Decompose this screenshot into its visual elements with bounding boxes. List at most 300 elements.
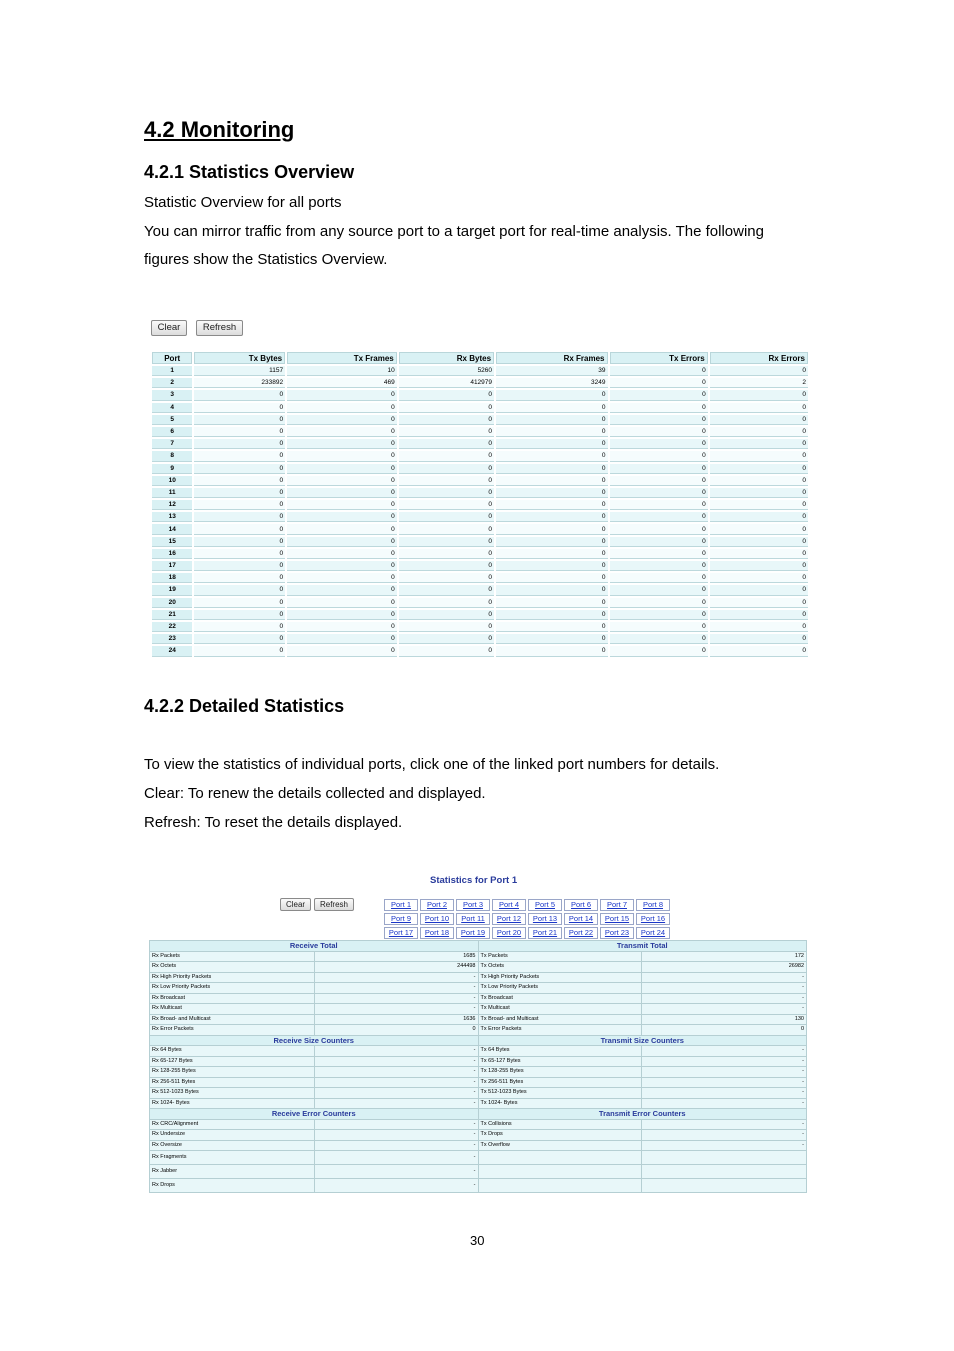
table-cell: 0 <box>194 549 285 559</box>
table-cell: 0 <box>610 415 708 425</box>
table-row <box>152 585 808 595</box>
table-cell: 0 <box>710 634 808 644</box>
table-cell: 0 <box>287 622 397 632</box>
table-cell: 0 <box>399 415 494 425</box>
stat-label: Tx Multicast <box>478 1004 642 1015</box>
table-cell: 0 <box>399 524 494 534</box>
table-row <box>152 366 808 376</box>
port-number: 20 <box>152 598 192 608</box>
table-cell: 0 <box>710 390 808 400</box>
table-row <box>152 464 808 474</box>
statistics-overview-table <box>150 350 810 659</box>
port-number: 10 <box>152 476 192 486</box>
table-cell: 0 <box>287 634 397 644</box>
port-number: 16 <box>152 549 192 559</box>
table-row <box>150 1046 807 1057</box>
table-cell: 0 <box>710 512 808 522</box>
port-number: 18 <box>152 573 192 583</box>
stat-label: Tx Collisions <box>478 1119 642 1130</box>
stat-label: Tx 65-127 Bytes <box>478 1056 642 1067</box>
stat-label: Rx Oversize <box>150 1140 315 1151</box>
table-cell: 0 <box>610 500 708 510</box>
stat-label <box>478 1179 642 1193</box>
port-link[interactable]: Port 16 <box>636 913 670 925</box>
section-header: Transmit Error Counters <box>478 1109 807 1120</box>
stat-value: - <box>314 1119 478 1130</box>
section-header: Receive Size Counters <box>150 1035 479 1046</box>
table-cell: 0 <box>496 500 607 510</box>
table-cell: 0 <box>287 524 397 534</box>
table-cell: 0 <box>610 512 708 522</box>
table-cell: 0 <box>496 403 607 413</box>
port-link[interactable]: Port 11 <box>456 913 490 925</box>
stat-value: - <box>642 983 807 994</box>
table-cell: 0 <box>194 451 285 461</box>
stat-value: - <box>642 1140 807 1151</box>
port-link[interactable]: Port 15 <box>600 913 634 925</box>
table-cell: 1157 <box>194 366 285 376</box>
table-cell: 0 <box>496 439 607 449</box>
stat-label: Rx 64 Bytes <box>150 1046 315 1057</box>
table-row <box>150 1140 807 1151</box>
port-link[interactable]: Port 6 <box>564 899 598 911</box>
table-cell: 0 <box>610 561 708 571</box>
table-cell: 0 <box>710 403 808 413</box>
stat-value: - <box>314 1151 478 1165</box>
paragraph: Clear: To renew the details collected and displayed. <box>144 785 486 802</box>
stat-value: - <box>314 1004 478 1015</box>
table-cell: 0 <box>610 598 708 608</box>
table-cell: 0 <box>610 610 708 620</box>
stat-label: Rx Low Priority Packets <box>150 983 315 994</box>
stat-value: - <box>642 1098 807 1109</box>
table-cell: 0 <box>610 403 708 413</box>
table-cell: 0 <box>610 439 708 449</box>
table-cell: 0 <box>496 573 607 583</box>
table-cell: 233892 <box>194 378 285 388</box>
port-number: 24 <box>152 646 192 656</box>
table-cell: 0 <box>496 427 607 437</box>
stat-value: - <box>642 1067 807 1078</box>
table-cell: 0 <box>194 464 285 474</box>
table-row <box>150 1056 807 1067</box>
stat-label: Rx Multicast <box>150 1004 315 1015</box>
table-row <box>152 488 808 498</box>
clear-button[interactable]: Clear <box>151 320 187 336</box>
table-cell: 0 <box>399 585 494 595</box>
table-row <box>150 1004 807 1015</box>
stat-label <box>478 1165 642 1179</box>
port-link[interactable]: Port 1 <box>384 899 418 911</box>
table-row <box>150 983 807 994</box>
table-row <box>150 1165 807 1179</box>
table-row <box>150 1014 807 1025</box>
table-cell: 0 <box>399 464 494 474</box>
table-cell: 0 <box>610 378 708 388</box>
table-cell: 0 <box>710 549 808 559</box>
port-number: 5 <box>152 415 192 425</box>
stat-value: 0 <box>314 1025 478 1036</box>
section-heading: 4.2 Monitoring <box>144 117 295 142</box>
port-number: 7 <box>152 439 192 449</box>
table-cell: 0 <box>610 366 708 376</box>
table-cell: 0 <box>610 646 708 656</box>
table-row <box>152 439 808 449</box>
table-cell: 0 <box>399 610 494 620</box>
table-cell: 0 <box>399 622 494 632</box>
table-cell: 0 <box>399 573 494 583</box>
table-cell: 0 <box>287 488 397 498</box>
port-statistics-title: Statistics for Port 1 <box>430 875 518 886</box>
table-cell: 0 <box>496 598 607 608</box>
table-cell: 0 <box>287 476 397 486</box>
paragraph: You can mirror traffic from any source port to a target port for real-time analysis. The following <box>144 223 764 240</box>
table-cell: 0 <box>399 598 494 608</box>
table-cell: 0 <box>610 451 708 461</box>
table-cell: 0 <box>287 573 397 583</box>
port-number: 11 <box>152 488 192 498</box>
table-cell: 0 <box>610 427 708 437</box>
table-cell: 0 <box>496 646 607 656</box>
port-number: 8 <box>152 451 192 461</box>
stat-label: Rx 128-255 Bytes <box>150 1067 315 1078</box>
table-cell: 0 <box>496 610 607 620</box>
table-cell: 0 <box>496 585 607 595</box>
table-cell: 0 <box>287 512 397 522</box>
table-cell: 0 <box>710 439 808 449</box>
port-link[interactable]: Port 10 <box>420 913 454 925</box>
table-cell: 0 <box>496 634 607 644</box>
table-row <box>152 403 808 413</box>
stat-label: Tx Low Priority Packets <box>478 983 642 994</box>
section-header: Transmit Size Counters <box>478 1035 807 1046</box>
column-header: Rx Errors <box>710 352 808 364</box>
table-cell: 0 <box>399 634 494 644</box>
refresh-button[interactable]: Refresh <box>196 320 243 336</box>
table-cell: 0 <box>496 476 607 486</box>
stat-value: - <box>642 1046 807 1057</box>
port-link[interactable]: Port 18 <box>420 927 454 939</box>
detailed-statistics-table <box>149 940 807 1193</box>
table-cell: 0 <box>399 403 494 413</box>
table-cell: 0 <box>610 390 708 400</box>
table-cell: 0 <box>194 415 285 425</box>
table-cell: 0 <box>287 451 397 461</box>
port-links <box>382 897 672 941</box>
table-cell: 0 <box>287 537 397 547</box>
stat-label: Rx Drops <box>150 1179 315 1193</box>
section-header-row <box>150 941 807 952</box>
port-number: 4 <box>152 403 192 413</box>
table-cell: 0 <box>496 464 607 474</box>
stat-value: - <box>642 1077 807 1088</box>
table-cell: 3249 <box>496 378 607 388</box>
table-row <box>152 512 808 522</box>
table-cell: 0 <box>710 451 808 461</box>
table-row <box>150 1098 807 1109</box>
table-row <box>150 993 807 1004</box>
table-row <box>152 622 808 632</box>
stat-value: 130 <box>642 1014 807 1025</box>
table-cell: 0 <box>399 439 494 449</box>
stat-label: Rx Broadcast <box>150 993 315 1004</box>
table-row <box>150 1179 807 1193</box>
page-number: 30 <box>470 1233 485 1248</box>
table-cell: 0 <box>710 415 808 425</box>
table-cell: 0 <box>194 512 285 522</box>
table-row <box>152 537 808 547</box>
stat-label: Tx 64 Bytes <box>478 1046 642 1057</box>
table-cell: 0 <box>194 390 285 400</box>
stat-label: Tx Packets <box>478 951 642 962</box>
table-row <box>150 1025 807 1036</box>
table-cell: 0 <box>287 415 397 425</box>
stat-label: Tx 1024- Bytes <box>478 1098 642 1109</box>
port-link[interactable]: Port 17 <box>384 927 418 939</box>
statistics-overview-title: 4.2.1 Statistics Overview <box>144 162 355 182</box>
table-cell: 0 <box>399 512 494 522</box>
table-cell: 412979 <box>399 378 494 388</box>
port-link[interactable]: Port 9 <box>384 913 418 925</box>
stat-label: Tx 256-511 Bytes <box>478 1077 642 1088</box>
stat-value: - <box>314 1098 478 1109</box>
table-cell: 0 <box>496 415 607 425</box>
table-cell: 0 <box>496 622 607 632</box>
stat-value: - <box>314 1046 478 1057</box>
table-cell: 0 <box>399 549 494 559</box>
port-link[interactable]: Port 23 <box>600 927 634 939</box>
table-cell: 0 <box>610 585 708 595</box>
table-cell: 0 <box>496 488 607 498</box>
stat-label: Tx Octets <box>478 962 642 973</box>
table-cell: 0 <box>194 476 285 486</box>
table-cell: 0 <box>496 512 607 522</box>
detailed-statistics-title: 4.2.2 Detailed Statistics <box>144 696 345 716</box>
clear-button[interactable]: Clear <box>280 898 311 911</box>
table-cell: 0 <box>710 488 808 498</box>
port-link[interactable]: Port 19 <box>456 927 490 939</box>
table-cell: 0 <box>194 585 285 595</box>
table-cell: 0 <box>194 610 285 620</box>
table-cell: 0 <box>610 524 708 534</box>
stat-value: - <box>314 993 478 1004</box>
stat-value: - <box>314 972 478 983</box>
column-header: Rx Frames <box>496 352 607 364</box>
port-link[interactable]: Port 4 <box>492 899 526 911</box>
stat-label: Tx 128-255 Bytes <box>478 1067 642 1078</box>
table-cell: 0 <box>399 390 494 400</box>
table-cell: 0 <box>399 561 494 571</box>
table-row <box>152 573 808 583</box>
port-link[interactable]: Port 8 <box>636 899 670 911</box>
port-link[interactable]: Port 13 <box>528 913 562 925</box>
table-cell: 0 <box>287 427 397 437</box>
table-cell: 0 <box>610 476 708 486</box>
stat-label: Rx Fragments <box>150 1151 315 1165</box>
section-header-row <box>150 1109 807 1120</box>
section-header: Receive Total <box>150 941 479 952</box>
table-cell: 0 <box>287 646 397 656</box>
column-header: Port <box>152 352 192 364</box>
port-number: 1 <box>152 366 192 376</box>
table-cell: 0 <box>194 573 285 583</box>
table-row <box>152 500 808 510</box>
table-cell: 0 <box>287 403 397 413</box>
table-cell: 0 <box>496 561 607 571</box>
port-link[interactable]: Port 14 <box>564 913 598 925</box>
table-cell: 0 <box>287 549 397 559</box>
column-header: Tx Bytes <box>194 352 285 364</box>
table-cell: 0 <box>710 598 808 608</box>
table-cell: 0 <box>610 537 708 547</box>
port-number: 13 <box>152 512 192 522</box>
table-cell: 0 <box>610 464 708 474</box>
stat-value: 26982 <box>642 962 807 973</box>
port-number: 14 <box>152 524 192 534</box>
table-row <box>152 476 808 486</box>
stat-label: Tx Broadcast <box>478 993 642 1004</box>
table-cell: 0 <box>710 585 808 595</box>
port-number: 15 <box>152 537 192 547</box>
stat-label: Rx 512-1023 Bytes <box>150 1088 315 1099</box>
paragraph: Refresh: To reset the details displayed. <box>144 814 403 831</box>
stat-label: Tx Error Packets <box>478 1025 642 1036</box>
stat-value: - <box>642 1119 807 1130</box>
stat-value: - <box>642 972 807 983</box>
paragraph: To view the statistics of individual ports, click one of the linked port numbers for details. <box>144 756 720 773</box>
table-row <box>152 378 808 388</box>
table-cell: 0 <box>287 585 397 595</box>
table-row <box>150 1151 807 1165</box>
stat-label: Tx Drops <box>478 1130 642 1141</box>
table-row <box>150 1130 807 1141</box>
table-cell: 0 <box>194 500 285 510</box>
table-cell: 0 <box>399 500 494 510</box>
stat-value: - <box>642 1004 807 1015</box>
table-cell: 0 <box>710 427 808 437</box>
port-number: 19 <box>152 585 192 595</box>
column-header: Tx Frames <box>287 352 397 364</box>
table-cell: 0 <box>194 537 285 547</box>
table-cell: 0 <box>710 476 808 486</box>
stat-label: Rx High Priority Packets <box>150 972 315 983</box>
port-link[interactable]: Port 20 <box>492 927 526 939</box>
stat-label: Rx Octets <box>150 962 315 973</box>
table-cell: 0 <box>287 561 397 571</box>
table-row <box>152 549 808 559</box>
stat-value: - <box>314 1130 478 1141</box>
stat-value: - <box>314 1140 478 1151</box>
stat-value: - <box>314 1179 478 1193</box>
port-link[interactable]: Port 21 <box>528 927 562 939</box>
table-cell: 0 <box>194 622 285 632</box>
table-cell: 0 <box>194 488 285 498</box>
table-cell: 2 <box>710 378 808 388</box>
table-cell: 0 <box>610 634 708 644</box>
table-cell: 0 <box>710 500 808 510</box>
table-cell: 0 <box>610 573 708 583</box>
table-cell: 0 <box>710 537 808 547</box>
table-cell: 0 <box>399 427 494 437</box>
stat-value: 1685 <box>314 951 478 962</box>
port-number: 22 <box>152 622 192 632</box>
table-cell: 0 <box>194 403 285 413</box>
table-cell: 0 <box>287 390 397 400</box>
table-cell: 0 <box>194 598 285 608</box>
table-cell: 0 <box>194 427 285 437</box>
table-row <box>150 962 807 973</box>
stat-value: - <box>314 1088 478 1099</box>
refresh-button[interactable]: Refresh <box>314 898 354 911</box>
table-cell: 0 <box>399 537 494 547</box>
table-cell: 0 <box>287 500 397 510</box>
stat-value: - <box>314 983 478 994</box>
table-row <box>152 451 808 461</box>
table-row <box>152 634 808 644</box>
stat-label: Rx Undersize <box>150 1130 315 1141</box>
port-link[interactable]: Port 2 <box>420 899 454 911</box>
table-cell: 5260 <box>399 366 494 376</box>
table-cell: 0 <box>194 524 285 534</box>
stat-value <box>642 1165 807 1179</box>
table-cell: 0 <box>610 622 708 632</box>
table-cell: 0 <box>496 537 607 547</box>
table-row <box>150 1119 807 1130</box>
port-link[interactable]: Port 7 <box>600 899 634 911</box>
column-header: Rx Bytes <box>399 352 494 364</box>
stat-value: - <box>642 1056 807 1067</box>
stat-value <box>642 1151 807 1165</box>
port-number: 6 <box>152 427 192 437</box>
table-cell: 0 <box>194 646 285 656</box>
table-cell: 0 <box>710 366 808 376</box>
port-link[interactable]: Port 22 <box>564 927 598 939</box>
table-row <box>150 951 807 962</box>
table-cell: 0 <box>496 524 607 534</box>
table-cell: 0 <box>287 610 397 620</box>
table-row <box>152 524 808 534</box>
stat-value: - <box>314 1077 478 1088</box>
stat-value: - <box>314 1067 478 1078</box>
stat-label: Rx Packets <box>150 951 315 962</box>
table-cell: 0 <box>399 451 494 461</box>
table-cell: 10 <box>287 366 397 376</box>
stat-value <box>642 1179 807 1193</box>
table-cell: 0 <box>194 634 285 644</box>
table-cell: 0 <box>710 646 808 656</box>
port-number: 23 <box>152 634 192 644</box>
table-row <box>152 415 808 425</box>
port-link[interactable]: Port 12 <box>492 913 526 925</box>
table-cell: 0 <box>710 561 808 571</box>
port-link[interactable]: Port 24 <box>636 927 670 939</box>
table-row <box>150 1077 807 1088</box>
port-number: 21 <box>152 610 192 620</box>
stat-label: Rx 256-511 Bytes <box>150 1077 315 1088</box>
port-link[interactable]: Port 3 <box>456 899 490 911</box>
table-row <box>152 390 808 400</box>
table-cell: 0 <box>710 610 808 620</box>
table-row <box>150 972 807 983</box>
stat-value: - <box>314 1165 478 1179</box>
stat-value: - <box>642 993 807 1004</box>
table-cell: 0 <box>710 464 808 474</box>
port-link[interactable]: Port 5 <box>528 899 562 911</box>
stat-label: Rx Broad- and Multicast <box>150 1014 315 1025</box>
port-number: 12 <box>152 500 192 510</box>
table-row <box>150 1067 807 1078</box>
column-header: Tx Errors <box>610 352 708 364</box>
